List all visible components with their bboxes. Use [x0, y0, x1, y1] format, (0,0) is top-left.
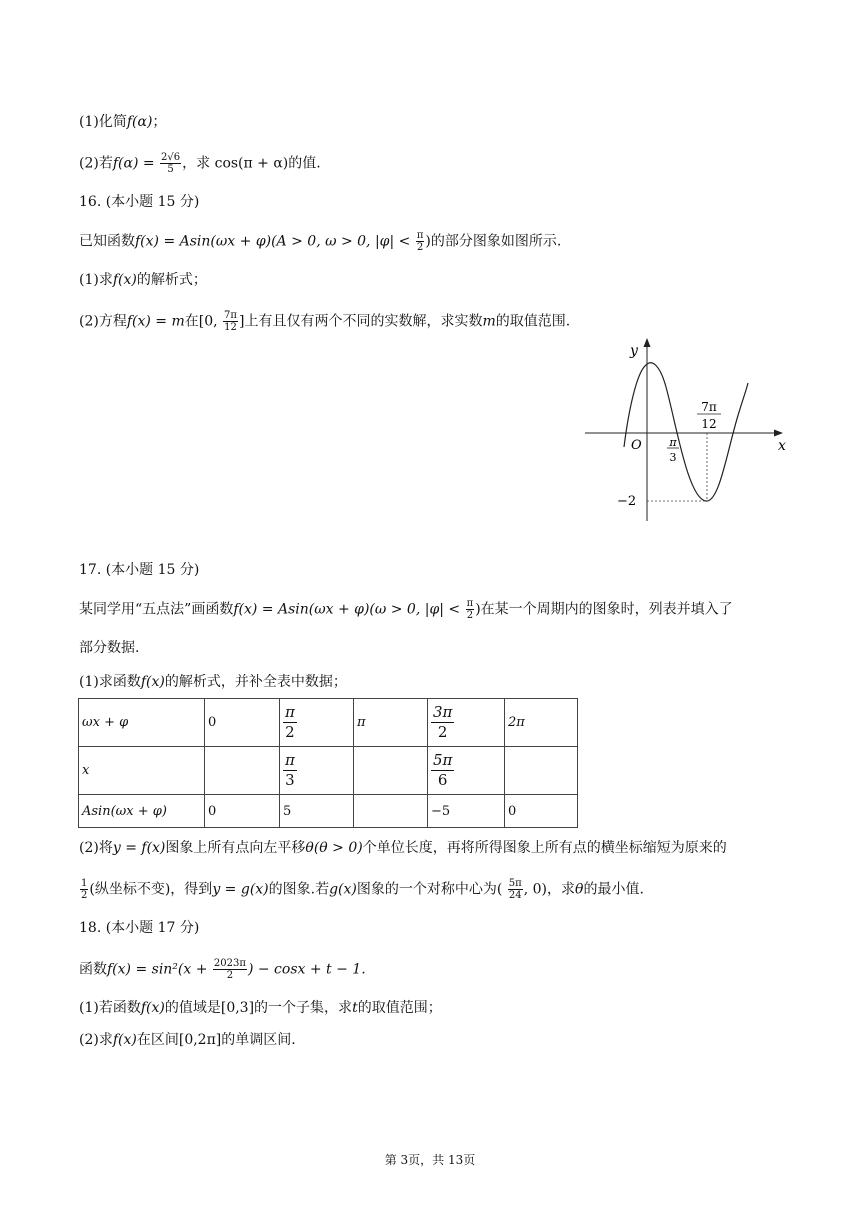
- table-cell: π: [354, 699, 428, 747]
- table-row: [79, 699, 578, 747]
- y-axis-label: y: [630, 343, 638, 359]
- tick-pi3-den: 3: [669, 451, 677, 464]
- q15-part1: (1)化简f(α)；: [79, 114, 167, 130]
- y-tick-label: −2: [617, 494, 637, 509]
- table-cell: 0: [505, 795, 578, 828]
- q18-part2: (2)求f(x)在区间[0,2π]的单调区间.: [79, 1032, 296, 1048]
- q18-stem: 函数f(x) = sin²(x + $\frac{2023\pi}{2}$ ) − cosx + t − 1.: [79, 958, 366, 981]
- table-cell: Asin(ωx + φ): [79, 795, 205, 828]
- table-cell: −5: [428, 795, 505, 828]
- table-row: [79, 747, 578, 795]
- q17-stem-fraction: $\frac{\pi}{2}$: [466, 598, 474, 621]
- table-cell: [354, 795, 428, 828]
- q16-part1: (1)求f(x)的解析式；: [79, 272, 207, 288]
- tick-7pi12-den: 12: [701, 417, 717, 431]
- table-cell: [280, 747, 354, 795]
- q17-part1: (1)求函数f(x)的解析式，并补全表中数据；: [79, 674, 347, 690]
- tick-7pi12-num: 7π: [701, 400, 717, 414]
- cell-fraction: $\frac{\pi}{2}$: [285, 703, 295, 741]
- q17-stem: 某同学用“五点法”画函数f(x) = Asin(ωx + φ)(ω > 0, |φ| < $\frac{\pi}{2}$ )在某一个周期内的图象时，列表并填入了: [79, 598, 733, 621]
- table-cell: [505, 747, 578, 795]
- q18-header: 18. (本小题 17 分): [79, 920, 200, 936]
- cell-fraction: $\frac{\pi}{3}$: [285, 751, 295, 789]
- table-cell: 2π: [505, 699, 578, 747]
- q16-stem: 已知函数f(x) = Asin(ωx + φ)(A > 0, ω > 0, |φ| < $\frac{\pi}{2}$ )的部分图象如图所示.: [79, 230, 562, 253]
- table-cell: x: [79, 747, 205, 795]
- tick-pi3-num: π: [669, 436, 677, 449]
- q17-part2-line1: (2)将y = f(x)图象上所有点向左平移θ(θ > 0)个单位长度，再将所得图象上所有点的横坐标缩短为原来的: [79, 840, 727, 856]
- q16-part2-fraction: $\frac{7\pi}{12}$: [224, 310, 237, 333]
- q17-part2-line2: $\frac{1}{2}$ (纵坐标不变)，得到y = g(x)的图象.若g(x)图象的一个对称中心为( $\frac{5\pi}{24}$ , 0)，求θ的最小值.: [81, 878, 644, 901]
- q17-stem-cont: 部分数据.: [79, 640, 140, 656]
- table-cell: [428, 747, 505, 795]
- q15-part2: (2)若f(α) = $\frac{2√6}{5}$ ，求 cos(π + α)的值.: [79, 152, 321, 175]
- q18-stem-fraction: $\frac{2023\pi}{2}$: [213, 958, 246, 981]
- table-cell: [428, 699, 505, 747]
- q17-half-fraction: $\frac{1}{2}$: [81, 878, 88, 901]
- q17-center-fraction: $\frac{5\pi}{24}$: [508, 878, 522, 901]
- q18-part1: (1)若函数f(x)的值域是[0,3]的一个子集，求t的取值范围；: [79, 1000, 442, 1016]
- table-cell: 0: [205, 699, 280, 747]
- table-cell: [280, 699, 354, 747]
- q16-header: 16. (本小题 15 分): [79, 194, 200, 210]
- five-point-table: [78, 698, 578, 828]
- x-axis-arrow: [774, 430, 783, 437]
- q15-fraction: $\frac{2√6}{5}$: [161, 152, 181, 175]
- q16-sine-graph: [580, 335, 795, 525]
- cell-fraction: $\frac{5\pi}{6}$: [433, 751, 453, 789]
- table-cell: [205, 747, 280, 795]
- y-axis-arrow: [644, 338, 651, 347]
- x-axis-label: x: [778, 438, 786, 454]
- q16-part2: (2)方程f(x) = m在[0, $\frac{7\pi}{12}$ ]上有且仅有两个不同的实数解，求实数m的取值范围.: [79, 310, 571, 333]
- table-cell: 5: [280, 795, 354, 828]
- origin-label: O: [631, 438, 642, 453]
- cell-fraction: $\frac{3\pi}{2}$: [433, 703, 453, 741]
- table-cell: 0: [205, 795, 280, 828]
- table-cell: [354, 747, 428, 795]
- page-footer: 第 3页，共 13页: [384, 1153, 476, 1167]
- q17-header: 17. (本小题 15 分): [79, 562, 200, 578]
- table-row: [79, 795, 578, 828]
- sine-curve: [624, 363, 748, 501]
- q16-stem-fraction: $\frac{\pi}{2}$: [416, 230, 424, 253]
- table-cell: ωx + φ: [79, 699, 205, 747]
